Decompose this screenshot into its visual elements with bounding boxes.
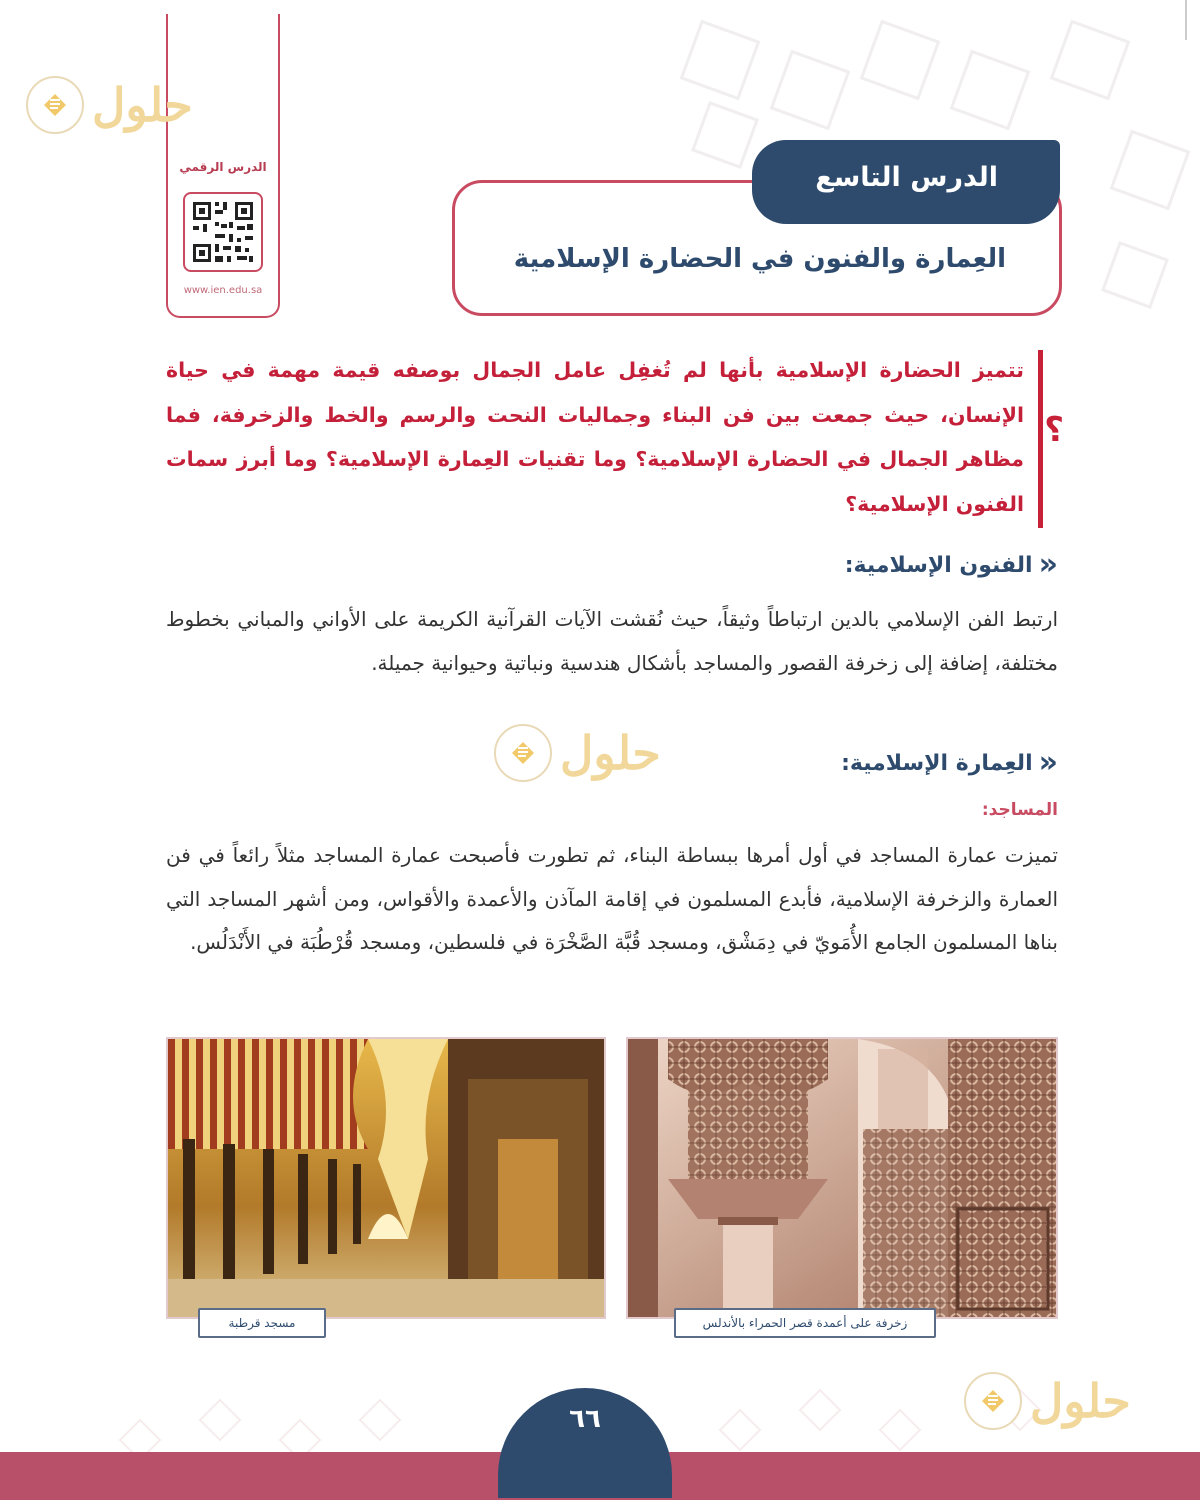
watermark-text: حلول <box>92 78 193 132</box>
book-badge-icon <box>964 1372 1022 1430</box>
watermark-logo <box>26 76 193 134</box>
lesson-number-badge <box>752 140 1060 224</box>
arts-paragraph: ارتبط الفن الإسلامي بالدين ارتباطاً وثيقاً، حيث نُقشت الآيات القرآنية الكريمة على الأواني والمباني بخطوط مختلفة، إضافة إلى زخرفة القصور والمساجد بأشكال هندسية ونباتية وحيوانية جميلة. <box>166 607 1058 675</box>
digital-lesson-label: الدرس الرقمي <box>179 160 267 174</box>
double-chevron-icon: « <box>1038 745 1058 780</box>
intro-paragraph: تتميز الحضارة الإسلامية بأنها لم تُغفِل عامل الجمال بوصفه قيمة مهمة في حياة الإنسان، حيث جمعت بين فن البناء وجماليات النحت والرسم والخط والزخرفة، فما مظاهر الجمال في الحضارة الإسلامية؟ وما تقنيات العِمارة الإسلامية؟ وما أبرز سمات الفنون الإسلامية؟ <box>166 358 1024 516</box>
question-mark-icon: ؟ <box>1044 410 1064 450</box>
cordoba-caption: مسجد قرطبة <box>198 1308 326 1338</box>
book-badge-icon <box>494 724 552 782</box>
intro-side-bar <box>1038 350 1043 528</box>
digital-lesson-url[interactable]: www.ien.edu.sa <box>183 285 263 296</box>
book-badge-icon <box>26 76 84 134</box>
qr-code-icon <box>185 194 261 270</box>
watermark-text: حلول <box>1030 1374 1131 1428</box>
subsection-title-mosques: المساجد: <box>981 800 1058 820</box>
architecture-paragraph: تميزت عمارة المساجد في أول أمرها ببساطة البناء، ثم تطورت فأصبحت عمارة المساجد مثلاً رائعاً في فن العمارة والزخرفة الإسلامية، فأبدع المسلمون في إقامة المآذن والأعمدة والأقواس، ومن أشهر المساجد التي بناها المسلمون الجامع الأُمَويّ في دِمَشْق، ومسجد قُبَّة الصَّخْرَة في فلسطين، ومسجد قُرْطُبَة في الأَنْدَلُس. <box>166 843 1058 954</box>
lesson-number: الدرس التاسع <box>815 162 998 193</box>
alhambra-columns-photo <box>626 1037 1058 1319</box>
lesson-title: العِمارة والفنون في الحضارة الإسلامية <box>513 244 1006 274</box>
page-number: ٦٦ <box>569 1404 601 1434</box>
watermark-logo <box>964 1372 1131 1430</box>
section-heading-architecture <box>841 745 1058 780</box>
alhambra-caption: زخرفة على أعمدة قصر الحمراء بالأندلس <box>674 1308 936 1338</box>
watermark-text: حلول <box>560 726 661 780</box>
section-title: العِمارة الإسلامية: <box>841 750 1033 776</box>
watermark-logo <box>494 724 661 782</box>
section-heading-arts <box>844 547 1058 582</box>
qr-code[interactable] <box>183 192 263 272</box>
cordoba-mosque-photo <box>166 1037 606 1319</box>
section-title: الفنون الإسلامية: <box>844 552 1033 578</box>
double-chevron-icon: « <box>1038 547 1058 582</box>
